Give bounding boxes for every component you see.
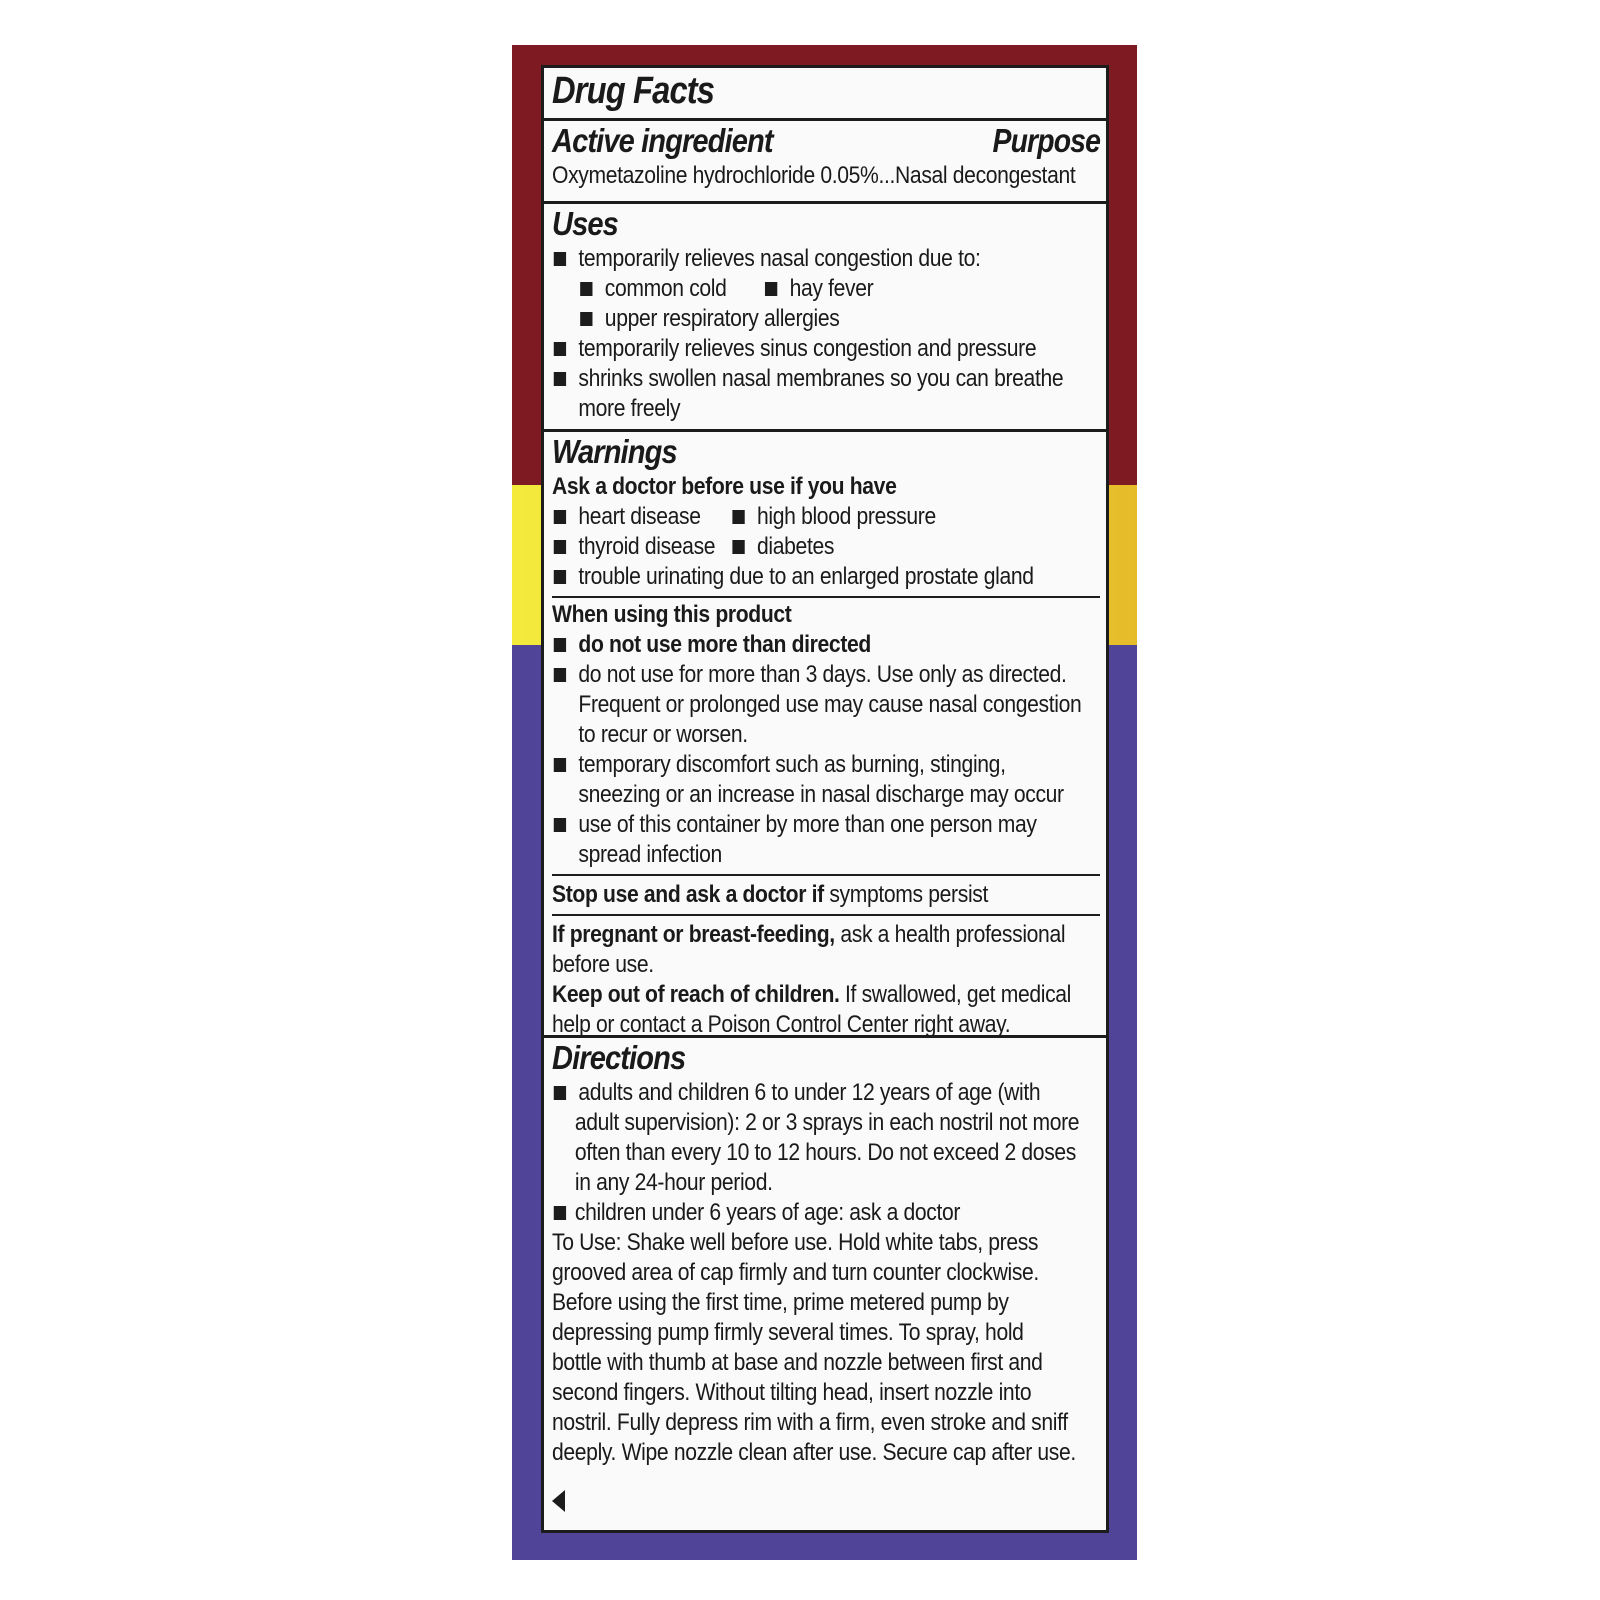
bullet-icon xyxy=(580,312,592,326)
active-ingredient-heading: Active ingredient xyxy=(552,122,773,159)
list-item: temporarily relieves sinus congestion and pressure xyxy=(552,334,1034,364)
product-box xyxy=(512,45,1137,1560)
list-item: do not use more than directed xyxy=(552,630,1034,660)
list-item-continued: to recur or worsen. xyxy=(578,721,748,748)
uses-heading: Uses xyxy=(552,205,618,242)
keep-out-line: Keep out of reach of children. If swallowed, get medical xyxy=(552,981,1072,1008)
continue-arrow-icon xyxy=(552,1490,565,1512)
uses-section xyxy=(544,201,1106,429)
bullet-icon xyxy=(732,510,744,524)
bullet-icon xyxy=(765,282,777,296)
list-item: adults and children 6 to under 12 years of age (with xyxy=(552,1078,1034,1108)
directions-heading: Directions xyxy=(552,1039,686,1076)
pregnant-line: If pregnant or breast-feeding, ask a health professional xyxy=(552,921,1066,948)
directions-paragraph-line: depressing pump firmly several times. To spray, hold xyxy=(552,1319,1024,1346)
list-item: use of this container by more than one person may xyxy=(552,810,1034,840)
bullet-icon xyxy=(554,668,566,682)
warnings-heading: Warnings xyxy=(552,433,677,470)
list-item-continued: spread infection xyxy=(578,841,722,868)
active-ingredient-line: Oxymetazoline hydrochloride 0.05%...Nasal decongestant xyxy=(552,162,1076,189)
list-item-continued: more freely xyxy=(578,395,681,422)
active-ingredient-section xyxy=(544,118,1106,198)
directions-paragraph-line: second fingers. Without tilting head, insert nozzle into xyxy=(552,1379,1032,1406)
when-using-subheading: When using this product xyxy=(552,601,792,628)
list-item: children under 6 years of age: ask a doctor xyxy=(552,1198,1034,1228)
bullet-icon xyxy=(554,818,566,832)
directions-paragraph-line: nostril. Fully depress rim with a firm, even stroke and sniff xyxy=(552,1409,1068,1436)
list-item-continued: Frequent or prolonged use may cause nasal congestion xyxy=(578,691,1082,718)
drug-facts-title: Drug Facts xyxy=(552,70,715,112)
directions-paragraph-line: bottle with thumb at base and nozzle between first and xyxy=(552,1349,1043,1376)
list-item: shrinks swollen nasal membranes so you can breathe xyxy=(552,364,1034,394)
bullet-icon xyxy=(554,510,566,524)
list-item-continued: sneezing or an increase in nasal discharge may occur xyxy=(578,781,1064,808)
directions-section xyxy=(544,1035,1106,1530)
bullet-icon xyxy=(554,540,566,554)
drug-facts-panel xyxy=(541,65,1109,1533)
list-item: thyroid disease diabetes xyxy=(552,532,1034,562)
bullet-icon xyxy=(554,252,566,266)
divider xyxy=(552,596,1100,598)
bullet-icon xyxy=(554,570,566,584)
bullet-icon xyxy=(554,1086,566,1100)
ask-doctor-subheading: Ask a doctor before use if you have xyxy=(552,473,897,500)
list-item: do not use for more than 3 days. Use only as directed. xyxy=(552,660,1034,690)
directions-paragraph-line: grooved area of cap firmly and turn counter clockwise. xyxy=(552,1259,1039,1286)
pregnant-line-continued: before use. xyxy=(552,951,654,978)
bullet-icon xyxy=(554,342,566,356)
title-section xyxy=(544,68,1106,120)
bullet-icon xyxy=(554,638,566,652)
bullet-icon xyxy=(554,372,566,386)
divider xyxy=(552,874,1100,876)
keep-out-line-continued: help or contact a Poison Control Center right away. xyxy=(552,1011,1011,1038)
list-item: trouble urinating due to an enlarged prostate gland xyxy=(552,562,1034,592)
bullet-icon xyxy=(732,540,744,554)
stop-use-line: Stop use and ask a doctor if symptoms persist xyxy=(552,881,989,908)
bullet-icon xyxy=(580,282,592,296)
list-item-continued: adult supervision): 2 or 3 sprays in each nostril not more xyxy=(574,1109,1080,1136)
bullet-icon xyxy=(554,758,566,772)
list-item: upper respiratory allergies xyxy=(552,304,1034,334)
directions-paragraph-line: deeply. Wipe nozzle clean after use. Secure cap after use. xyxy=(552,1439,1076,1466)
directions-paragraph-line: Before using the first time, prime metered pump by xyxy=(552,1289,1009,1316)
bullet-icon xyxy=(554,1206,566,1220)
list-item: temporary discomfort such as burning, stinging, xyxy=(552,750,1034,780)
divider xyxy=(552,914,1100,916)
list-item-continued: in any 24-hour period. xyxy=(574,1169,773,1196)
list-item-continued: often than every 10 to 12 hours. Do not exceed 2 doses xyxy=(574,1139,1077,1166)
list-item: common cold hay fever xyxy=(552,274,1034,304)
purpose-heading: Purpose xyxy=(992,122,1100,159)
directions-paragraph-line: To Use: Shake well before use. Hold white tabs, press xyxy=(552,1229,1039,1256)
warnings-section xyxy=(544,429,1106,1038)
list-item: temporarily relieves nasal congestion due to: xyxy=(552,244,1034,274)
list-item: heart disease high blood pressure xyxy=(552,502,1034,532)
